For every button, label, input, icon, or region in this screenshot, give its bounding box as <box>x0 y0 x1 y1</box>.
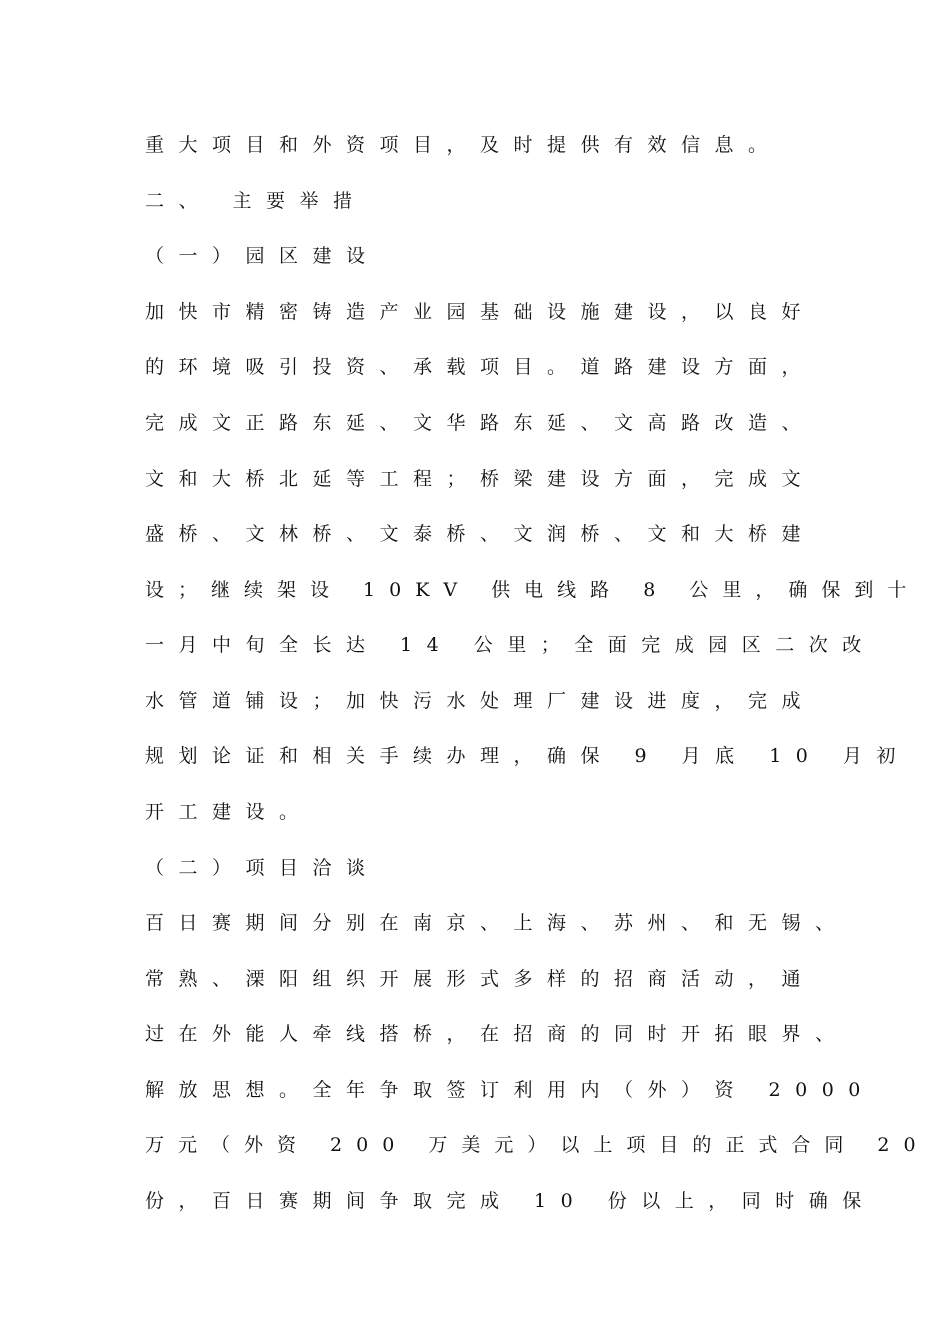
text-line: 解放思想。全年争取签订利用内（外）资 2000 <box>145 1079 875 1101</box>
text-line: 盛桥、文林桥、文泰桥、文润桥、文和大桥建 <box>145 523 816 545</box>
text-line: 常熟、溧阳组织开展形式多样的招商活动，通 <box>145 968 816 990</box>
text-line: 百日赛期间分别在南京、上海、苏州、和无锡、 <box>145 912 849 934</box>
subsection-heading: （一）园区建设 <box>145 245 380 267</box>
text-line: 过在外能人牵线搭桥，在招商的同时开拓眼界、 <box>145 1023 849 1045</box>
text-line: 文和大桥北延等工程；桥梁建设方面，完成文 <box>145 468 816 490</box>
text-line: 规划论证和相关手续办理，确保 9 月底 10 月初 <box>145 745 910 767</box>
text-line: 开工建设。 <box>145 801 313 823</box>
text-line: 重大项目和外资项目，及时提供有效信息。 <box>145 134 782 156</box>
section-heading: 二、 主要举措 <box>145 190 367 212</box>
subsection-heading: （二）项目洽谈 <box>145 857 380 879</box>
text-line: 加快市精密铸造产业园基础设施建设，以良好 <box>145 301 816 323</box>
text-line: 的环境吸引投资、承载项目。道路建设方面， <box>145 356 816 378</box>
text-line: 一月中旬全长达 14 公里；全面完成园区二次改 <box>145 634 876 656</box>
text-line: 份，百日赛期间争取完成 10 份以上，同时确保 <box>145 1190 876 1212</box>
text-line: 完成文正路东延、文华路东延、文高路改造、 <box>145 412 816 434</box>
text-line: 水管道铺设；加快污水处理厂建设进度，完成 <box>145 690 816 712</box>
text-line: 设；继续架设 10KV 供电线路 8 公里，确保到十 <box>145 579 921 601</box>
text-line: 万元（外资 200 万美元）以上项目的正式合同 20 <box>145 1134 930 1156</box>
